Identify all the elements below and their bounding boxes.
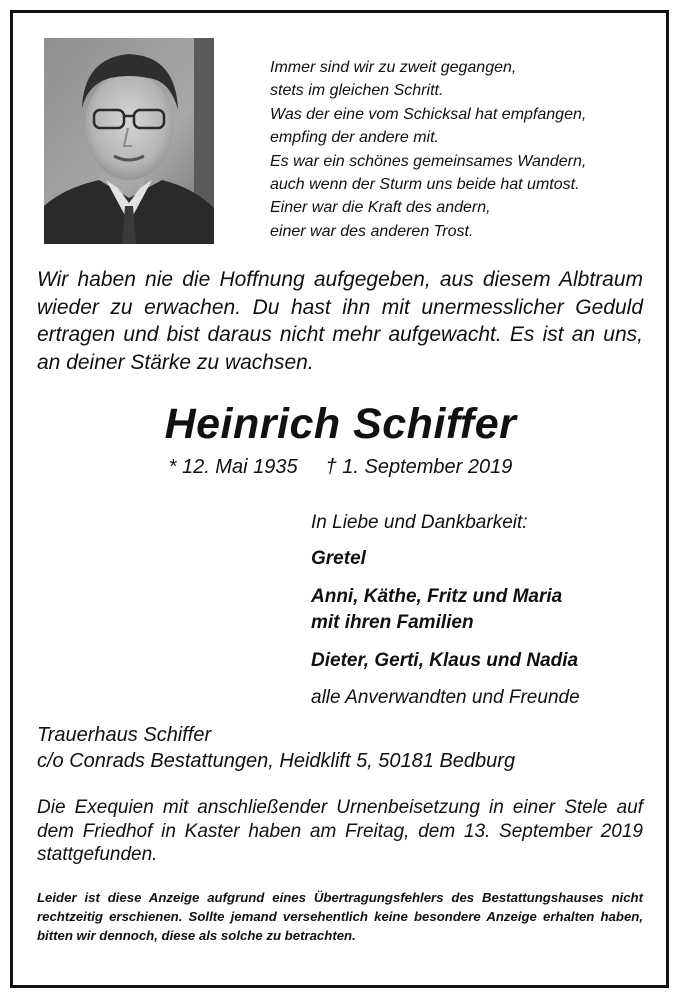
mourners-closing: alle Anverwandten und Freunde: [311, 687, 580, 708]
birth-date: * 12. Mai 1935: [168, 456, 298, 478]
life-dates: [0, 456, 681, 479]
funeral-home-name: Trauerhaus Schiffer: [37, 724, 212, 746]
mourner-spouse: Gretel: [311, 548, 366, 569]
intro-text: Wir haben nie die Hoffnung aufgegeben, aus diesem Albtraum wieder zu erwachen. Du hast ihn mit unermesslicher Geduld ertragen und bist daraus nicht mehr aufgewacht. Es ist an uns, an deiner Stärke zu wachsen.: [37, 268, 643, 374]
poem-line: stets im gleichen Schritt.: [270, 82, 444, 100]
poem-line: Es war ein schönes gemeinsames Wandern,: [270, 152, 587, 170]
portrait-image: [44, 38, 214, 244]
poem-line: Einer war die Kraft des andern,: [270, 199, 491, 217]
deceased-name: Heinrich Schiffer: [164, 400, 517, 448]
correction-notice: Leider ist diese Anzeige aufgrund eines Übertragungsfehlers des Bestattungshauses nicht rechtzeitig erschienen. Sollte jemand versehentlich keine besondere Anzeige erhalten haben, bitten wir dennoch, diese als solche zu betrachten.: [37, 890, 643, 943]
poem-line: Was der eine vom Schicksal hat empfangen,: [270, 105, 587, 123]
death-date: † 1. September 2019: [325, 456, 513, 478]
portrait-photo: [44, 38, 214, 244]
poem: [270, 56, 650, 243]
funeral-home-address: c/o Conrads Bestattungen, Heidklift 5, 50181 Bedburg: [37, 750, 516, 772]
poem-line: einer war des anderen Trost.: [270, 222, 474, 240]
mourner-children-families: mit ihren Familien: [311, 612, 474, 633]
poem-line: empfing der andere mit.: [270, 129, 439, 147]
poem-line: Immer sind wir zu zweit gegangen,: [270, 59, 517, 76]
funeral-home: [37, 722, 515, 774]
mourners-heading: In Liebe und Dankbarkeit:: [311, 512, 528, 533]
exequies-text: Die Exequien mit anschließender Urnenbeisetzung in einer Stele auf dem Friedhof in Kaster haben am Freitag, dem 13. September 2019 stattgefunden.: [37, 797, 643, 865]
poem-line: auch wenn der Sturm uns beide hat umtost.: [270, 176, 580, 194]
mourner-others: Dieter, Gerti, Klaus und Nadia: [311, 650, 579, 671]
mourner-children: Anni, Käthe, Fritz und Maria: [311, 586, 563, 607]
